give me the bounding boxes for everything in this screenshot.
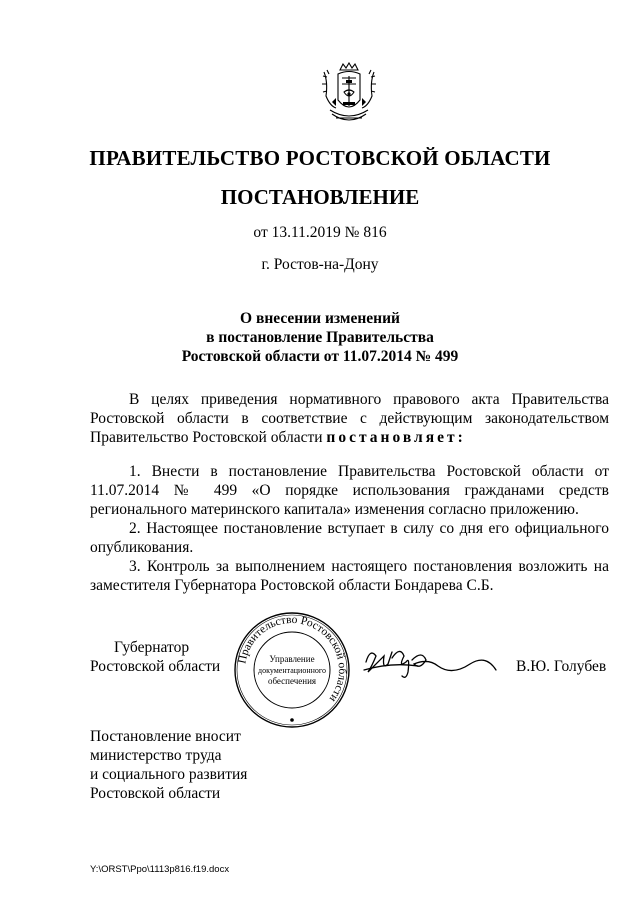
signature-name: В.Ю. Голубев [516,658,607,675]
subject-line-2: в постановление Правительства [206,329,434,346]
stamp-inner-line-1: Управление [269,654,315,664]
submitted-by-line-2: министерство труда [90,747,222,764]
subject-line-3: Ростовской области от 11.07.2014 № 499 [181,348,459,365]
submitted-by-line-3: и социального развития [90,766,248,783]
preamble-paragraph [90,390,609,447]
organization-title: ПРАВИТЕЛЬСТВО РОСТОВСКОЙ ОБЛАСТИ [89,146,551,170]
stamp-inner-line-3: обеспечения [267,676,317,686]
footer-file-path: Y:\ORST\Ppo\1113p816.f19.docx [90,864,230,875]
item-2: 2. Настоящее постановление вступает в силу со дня его официального опубликования. [90,520,609,556]
preamble-text: В целях приведения нормативного правового акта Правительства Ростовской области в соответствие с действующим законодательством Правительство Ростовской области [90,391,609,446]
date-number: от 13.11.2019 № 816 [253,224,387,241]
preamble-verb: постановляет: [326,429,466,446]
stamp-star-icon [290,718,294,722]
document-type: ПОСТАНОВЛЕНИЕ [220,185,420,209]
signature-position-line-2: Ростовской области [90,658,221,675]
stamp-inner-line-2: документационного [258,666,326,675]
submitted-by-block [90,727,247,803]
stamp-outer-text: Правительство Ростовской области [236,613,349,705]
subject-heading [0,309,640,366]
city: г. Ростов-на-Дону [261,256,379,273]
item-1: 1. Внести в постановление Правительства Ростовской области от 11.07.2014 № 499 «О порядке использования гражданами средств регионального материнского капитала» изменения согласно приложению. [90,463,609,518]
subject-line-1: О внесении изменений [240,310,400,327]
official-stamp [232,610,352,730]
item-3: 3. Контроль за выполнением настоящего постановления возложить на заместителя Губернатора Ростовской области Бондарева С.Б. [90,558,609,594]
submitted-by-line-1: Постановление вносит [90,728,241,745]
handwritten-signature [362,642,502,684]
rostov-coat-of-arms-icon [318,62,380,128]
submitted-by-line-4: Ростовской области [90,785,221,802]
signature-position-line-1: Губернатор [114,639,190,656]
